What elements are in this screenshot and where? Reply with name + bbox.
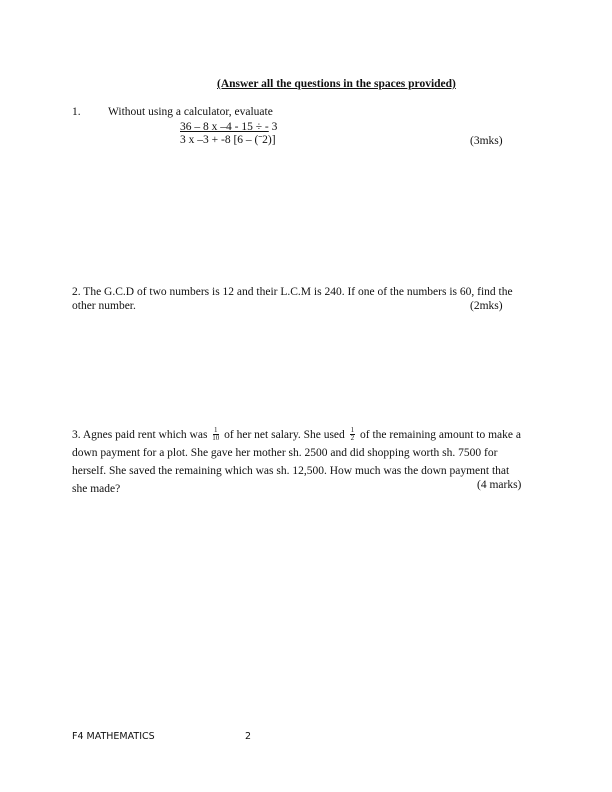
fraction-one-tenth bbox=[212, 427, 219, 442]
numerator-tail: 3 bbox=[268, 121, 278, 133]
question-3-line-1 bbox=[72, 426, 521, 444]
question-3 bbox=[72, 426, 521, 498]
question-1-text: Without using a calculator, evaluate bbox=[108, 106, 273, 118]
question-2-line-2: other number. bbox=[72, 300, 136, 312]
fraction-denominator: 10 bbox=[212, 433, 220, 442]
question-1-numerator bbox=[180, 121, 277, 133]
question-3-line-3: herself. She saved the remaining which was sh. 12,500. How much was the down payment that bbox=[72, 465, 510, 477]
question-3-line-2: down payment for a plot. She gave her mother sh. 2500 and did shopping worth sh. 7500 for bbox=[72, 447, 498, 459]
instructions-heading: (Answer all the questions in the spaces provided) bbox=[217, 78, 456, 90]
question-2-marks: (2mks) bbox=[470, 300, 503, 312]
question-2-line-1: 2. The G.C.D of two numbers is 12 and their L.C.M is 240. If one of the numbers is 60, find the bbox=[72, 286, 513, 298]
q3-text-a: 3. Agnes paid rent which was bbox=[72, 429, 211, 441]
page-number: 2 bbox=[245, 731, 252, 742]
fraction-denominator: 2 bbox=[350, 433, 355, 442]
q3-text-b: of her net salary. She used bbox=[221, 429, 348, 441]
footer-title: F4 MATHEMATICS bbox=[72, 731, 155, 742]
question-3-line-4: she made? bbox=[72, 483, 121, 495]
question-1-denominator: 3 x –3 + -8 [6 – (ˉ2)] bbox=[180, 134, 276, 146]
question-3-marks: (4 marks) bbox=[477, 479, 522, 491]
fraction-one-half bbox=[350, 427, 356, 442]
numerator-underlined: 36 – 8 x –4 - 15 ÷ - bbox=[180, 121, 269, 133]
fraction-numerator: 1 bbox=[350, 425, 355, 434]
fraction-numerator: 1 bbox=[214, 425, 218, 434]
q3-text-c: of the remaining amount to make a bbox=[357, 429, 521, 441]
question-1-marks: (3mks) bbox=[470, 135, 503, 147]
question-1-number: 1. bbox=[72, 106, 81, 118]
